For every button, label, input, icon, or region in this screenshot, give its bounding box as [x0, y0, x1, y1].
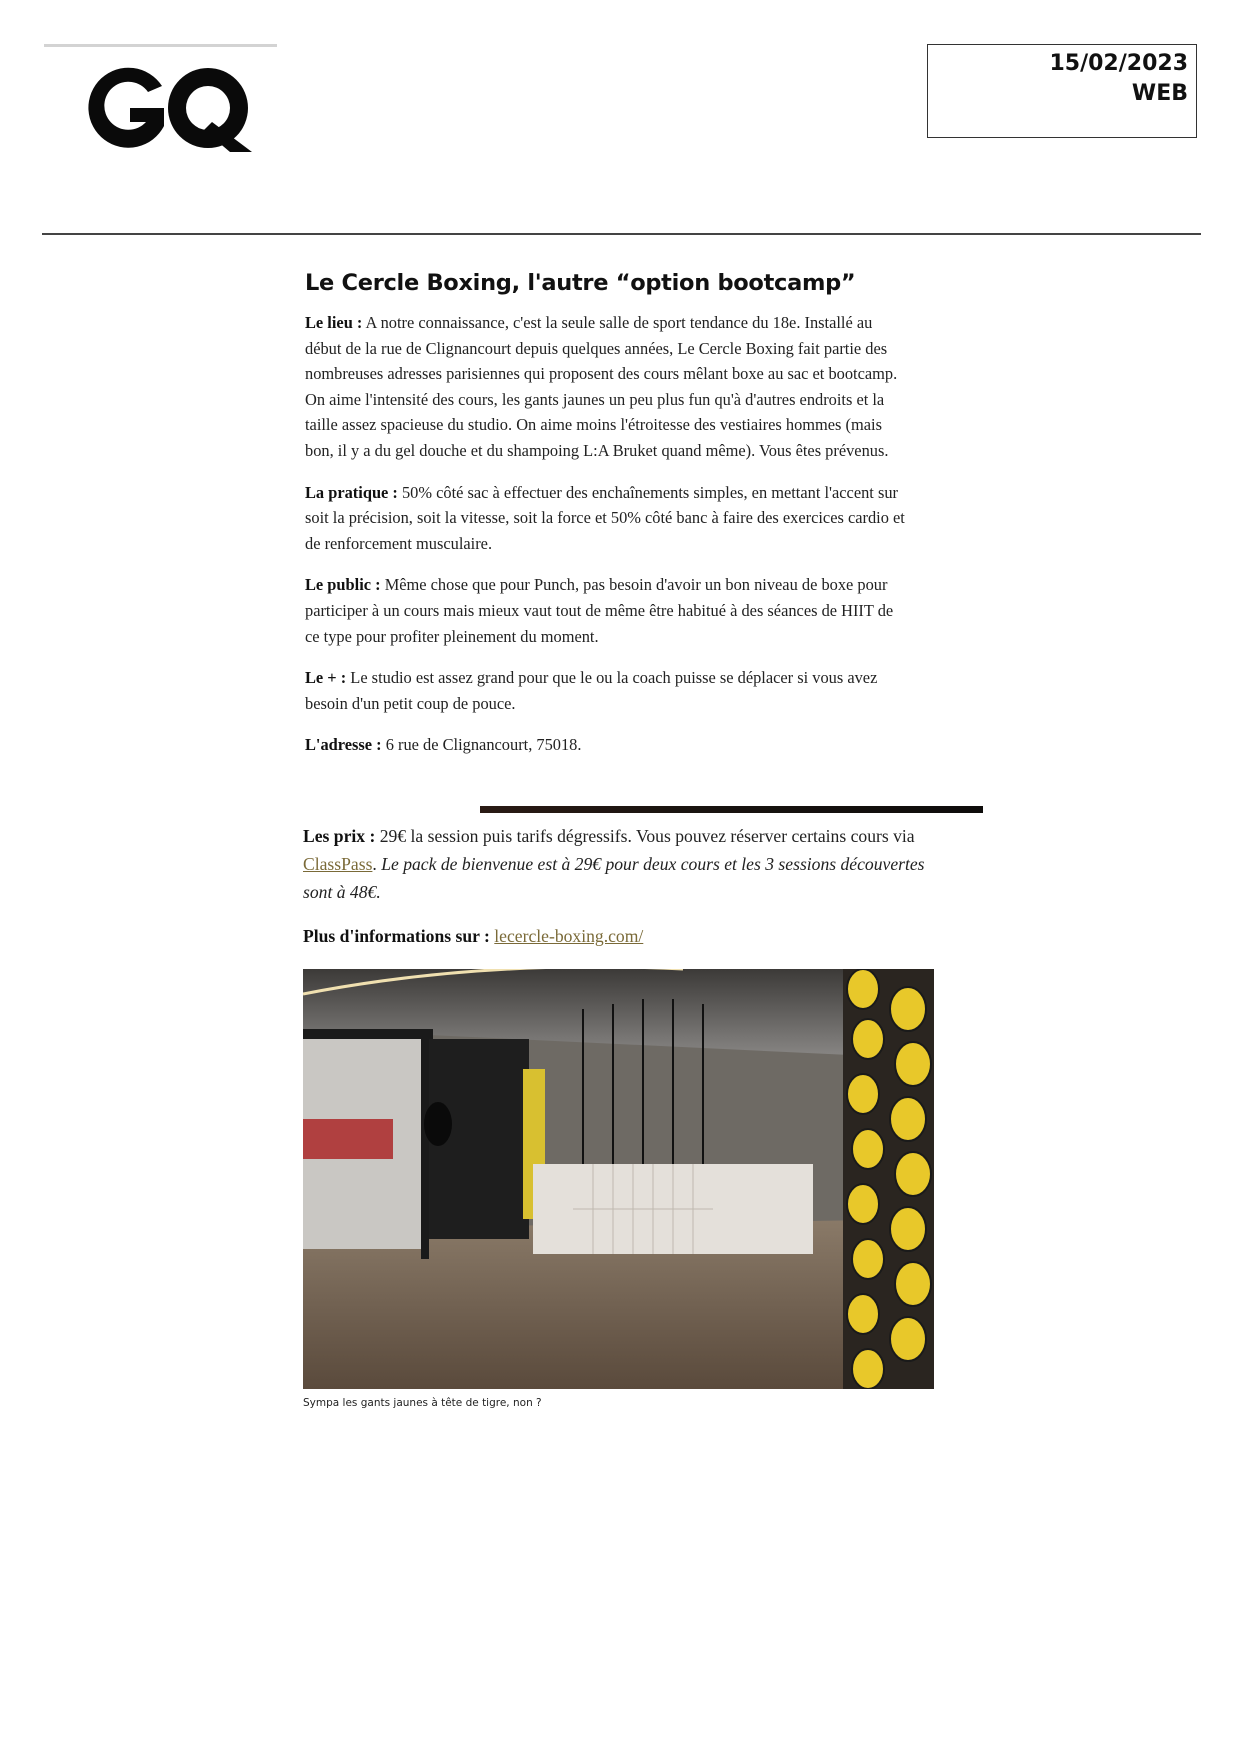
article-headline: Le Cercle Boxing, l'autre “option bootcamp” — [305, 270, 856, 296]
classpass-link[interactable]: ClassPass — [303, 854, 373, 874]
section-label: Le public : — [305, 575, 381, 595]
date-box — [927, 44, 1197, 138]
photo-caption: Sympa les gants jaunes à tête de tigre, non ? — [303, 1397, 542, 1409]
studio-photo-illustration — [303, 969, 934, 1389]
gq-logo — [80, 52, 260, 164]
gq-logo-mark — [80, 52, 260, 164]
section-italic-text: Le pack de bienvenue est à 29€ pour deux cours et les 3 sessions découvertes sont à 48€. — [303, 854, 925, 902]
section-label: L'adresse : — [305, 735, 382, 755]
section-more-info — [303, 922, 943, 950]
section-text: . — [372, 854, 382, 874]
section-prix — [303, 822, 943, 906]
section-label: Le lieu : — [305, 313, 363, 332]
publication-medium: WEB — [1131, 81, 1188, 106]
section-text: Même chose que pour Punch, pas besoin d'avoir un bon niveau de boxe pour participer à un cours mais mieux vaut tout de même être habitué à des séances de HIIT de ce type pour profiter pleinement du moment. — [305, 575, 894, 646]
section-text: A notre connaissance, c'est la seule salle de sport tendance du 18e. Installé au début de la rue de Clignancourt depuis quelques années, Le Cercle Boxing fait partie des nombreuses adresses parisiennes qui proposent des cours mêlant boxe au sac et bootcamp. On aime l'intensité des cours, les gants jaunes un peu plus fun qu'à d'autres endroits et la taille assez spacieuse du studio. On aime moins l'étroitesse des vestiaires hommes (mais bon, il y a du gel douche et du shampoing L:A Bruket quand même). Vous êtes prévenus. — [305, 313, 898, 460]
cropped-image-strip — [480, 806, 983, 813]
article-body — [305, 270, 905, 774]
section-text: Le studio est assez grand pour que le ou la coach puisse se déplacer si vous avez besoin d'un petit coup de pouce. — [305, 668, 878, 713]
studio-photo — [303, 969, 934, 1389]
header-divider — [42, 233, 1201, 235]
section-plus — [305, 665, 905, 716]
section-label: Le + : — [305, 668, 347, 688]
section-text: 50% côté sac à effectuer des enchaînements simples, en mettant l'accent sur soit la précision, soit la vitesse, soit la force et 50% côté banc à faire des exercices cardio et de renforcement musculaire. — [305, 482, 905, 553]
logo-top-rule — [44, 44, 277, 47]
publication-date: 15/02/2023 — [1049, 51, 1188, 76]
section-pratique — [305, 480, 905, 557]
section-text: 6 rue de Clignancourt, 75018. — [381, 735, 582, 755]
section-label: La pratique : — [305, 482, 398, 502]
section-text: 29€ la session puis tarifs dégressifs. Vous pouvez réserver certains cours via — [375, 826, 915, 846]
section-label: Plus d'informations sur : — [303, 926, 490, 946]
website-link[interactable]: lecercle-boxing.com/ — [494, 926, 644, 946]
section-lieu — [305, 310, 905, 464]
section-label: Les prix : — [303, 826, 376, 846]
article-prices-block — [303, 822, 943, 966]
section-adresse — [305, 732, 905, 758]
section-public — [305, 572, 905, 649]
